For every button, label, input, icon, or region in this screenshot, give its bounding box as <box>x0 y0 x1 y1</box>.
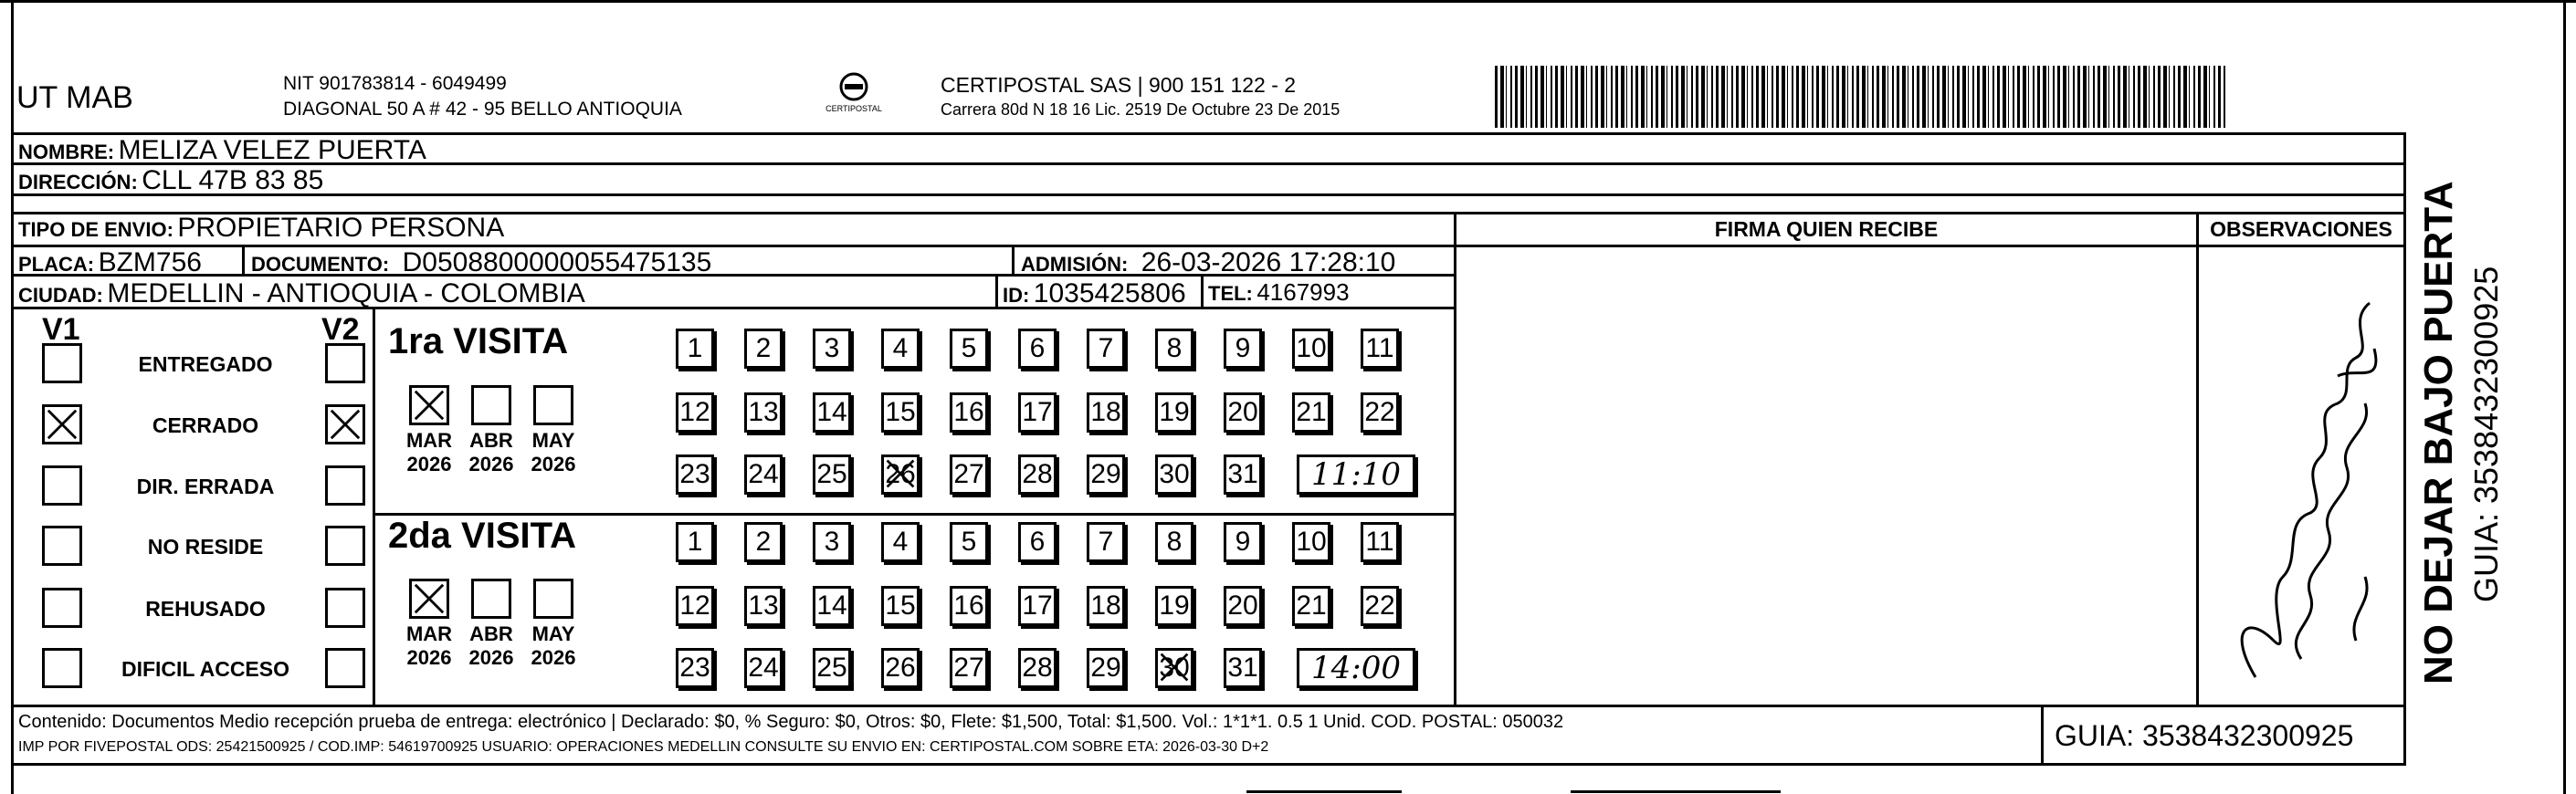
status-label: REHUSADO <box>145 597 266 621</box>
visit2-day-box[interactable] <box>1224 522 1262 562</box>
day-number: 17 <box>1022 397 1053 427</box>
certipostal-logo <box>817 71 890 117</box>
v2-checkbox[interactable] <box>325 588 365 628</box>
day-number: 11 <box>1365 527 1394 557</box>
visit1-day-box[interactable] <box>1155 392 1193 433</box>
day-number: 15 <box>885 590 916 621</box>
visit1-day-box[interactable] <box>950 392 988 433</box>
day-number: 28 <box>1022 459 1053 489</box>
visit2-month-checkbox[interactable] <box>533 579 573 619</box>
visit2-day-box[interactable] <box>1361 522 1399 562</box>
status-label: DIFICIL ACCESO <box>121 657 289 681</box>
day-number: 14 <box>816 397 847 427</box>
company-name: UT MAB <box>16 80 133 115</box>
visit1-time-field[interactable]: 11:10 <box>1297 454 1415 495</box>
visit1-month-checkbox[interactable] <box>409 385 449 425</box>
visit2-month-label <box>402 622 457 670</box>
visit1-day-box[interactable] <box>881 454 920 495</box>
visit1-day-box[interactable] <box>676 392 714 433</box>
month-year: 2026 <box>531 646 576 669</box>
day-number: 22 <box>1364 397 1395 427</box>
day-number: 8 <box>1166 527 1183 557</box>
day-number: 2 <box>755 527 772 557</box>
visit1-month-checkbox[interactable] <box>471 385 511 425</box>
visit1-day-box[interactable] <box>1224 329 1262 369</box>
day-number: 14 <box>816 590 847 621</box>
day-number: 25 <box>816 459 847 489</box>
visit2-day-box[interactable] <box>1155 522 1193 562</box>
visit1-day-box[interactable] <box>676 454 714 495</box>
placa-label: PLACA: <box>18 253 95 276</box>
month-name: MAY <box>531 429 575 452</box>
status-label: NO RESIDE <box>147 535 264 559</box>
direccion-label: DIRECCIÓN: <box>18 171 138 193</box>
day-number: 16 <box>953 397 984 427</box>
visit1-day-box[interactable] <box>744 392 783 433</box>
nombre-label: NOMBRE: <box>18 141 115 163</box>
visit2-day-box[interactable] <box>950 648 988 688</box>
carrier-name: CERTIPOSTAL SAS | 900 151 122 - 2 <box>941 73 1297 97</box>
day-number: 29 <box>1090 459 1121 489</box>
v1-label: V1 <box>42 312 80 347</box>
visit1-day-box[interactable] <box>813 392 851 433</box>
visit2-day-box[interactable] <box>881 586 920 626</box>
day-number: 9 <box>1235 333 1251 363</box>
documento-label: DOCUMENTO: <box>251 253 390 276</box>
id-label: ID: <box>1003 284 1030 307</box>
month-name: ABR <box>469 429 513 452</box>
day-number: 23 <box>679 653 710 683</box>
day-number: 30 <box>1159 459 1190 489</box>
day-number: 18 <box>1090 397 1121 427</box>
visit2-month-checkbox[interactable] <box>409 579 449 619</box>
month-year: 2026 <box>531 453 576 475</box>
id-value: 1035425806 <box>1033 278 1186 308</box>
visit2-day-box[interactable] <box>1087 522 1125 562</box>
v1-checkbox[interactable] <box>42 404 82 444</box>
day-number: 3 <box>824 527 840 557</box>
month-name: MAR <box>405 429 453 452</box>
visit1-month-label <box>464 429 519 476</box>
visit1-day-box[interactable] <box>1087 392 1125 433</box>
visit1-day-box[interactable] <box>1224 454 1262 495</box>
visit2-day-box[interactable] <box>1155 586 1193 626</box>
visit2-day-box[interactable] <box>1292 522 1330 562</box>
visit2-day-box[interactable] <box>813 586 851 626</box>
day-number: 10 <box>1296 333 1327 363</box>
visit2-day-box[interactable] <box>813 522 851 562</box>
visit2-day-box[interactable] <box>744 522 783 562</box>
visit2-day-box[interactable] <box>1224 648 1262 688</box>
day-number: 2 <box>755 333 772 363</box>
visit2-day-box[interactable] <box>881 522 920 562</box>
day-number: 28 <box>1022 653 1053 683</box>
day-number: 20 <box>1227 397 1258 427</box>
recipient-name: MELIZA VELEZ PUERTA <box>118 135 426 165</box>
visit1-day-box[interactable] <box>881 329 920 369</box>
month-name: MAR <box>405 622 453 645</box>
visit1-title: 1ra VISITA <box>388 321 569 361</box>
placa-value: BZM756 <box>98 247 202 277</box>
day-number: 18 <box>1090 590 1121 621</box>
day-number: 8 <box>1166 333 1183 363</box>
day-number: 11 <box>1365 333 1394 363</box>
visit2-day-box[interactable] <box>1087 648 1125 688</box>
month-year: 2026 <box>406 453 452 475</box>
day-number: 12 <box>679 590 710 621</box>
day-number: 20 <box>1227 590 1258 621</box>
tipo-envio: PROPIETARIO PERSONA <box>177 213 505 243</box>
visit1-month-label <box>402 429 457 476</box>
day-number: 27 <box>953 459 984 489</box>
day-number: 7 <box>1098 527 1114 557</box>
visit1-day-box[interactable] <box>1292 329 1330 369</box>
visit1-day-box[interactable] <box>950 329 988 369</box>
visit2-day-box[interactable] <box>881 648 920 688</box>
visit2-time-field[interactable]: 14:00 <box>1297 648 1415 688</box>
v1-checkbox[interactable] <box>42 343 82 383</box>
visit1-day-box[interactable] <box>1018 329 1057 369</box>
day-number: 10 <box>1296 527 1327 557</box>
visit1-day-box[interactable] <box>1155 454 1193 495</box>
visit2-day-box[interactable] <box>1155 648 1193 688</box>
day-number: 21 <box>1296 590 1327 621</box>
v2-checkbox[interactable] <box>325 648 365 688</box>
v1-checkbox[interactable] <box>42 648 82 688</box>
tel-value: 4167993 <box>1256 278 1350 306</box>
visit2-day-box[interactable] <box>1224 586 1262 626</box>
recipient-address: CLL 47B 83 85 <box>142 165 324 195</box>
day-number: 7 <box>1098 333 1114 363</box>
visit2-day-box[interactable] <box>1087 586 1125 626</box>
visit2-month-checkbox[interactable] <box>471 579 511 619</box>
day-number: 29 <box>1090 653 1121 683</box>
status-label: CERRADO <box>152 413 259 437</box>
day-number: 24 <box>748 459 779 489</box>
visit2-month-label <box>464 622 519 670</box>
day-number: 25 <box>816 653 847 683</box>
visit2-day-box[interactable] <box>1292 586 1330 626</box>
day-number: 24 <box>748 653 779 683</box>
visit2-title: 2da VISITA <box>388 516 576 556</box>
visit2-day-box[interactable] <box>1361 586 1399 626</box>
visit1-day-box[interactable] <box>744 454 783 495</box>
day-number: 22 <box>1364 590 1395 621</box>
visit2-day-box[interactable] <box>813 648 851 688</box>
day-number: 5 <box>961 333 977 363</box>
day-number: 5 <box>961 527 977 557</box>
v1-checkbox[interactable] <box>42 588 82 628</box>
visit1-day-box[interactable] <box>813 454 851 495</box>
company-address: DIAGONAL 50 A # 42 - 95 BELLO ANTIOQUIA <box>283 99 682 120</box>
visit2-day-box[interactable] <box>676 648 714 688</box>
month-year: 2026 <box>406 646 452 669</box>
footer-print-info: IMP POR FIVEPOSTAL ODS: 25421500925 / COD.IMP: 54619700925 USUARIO: OPERACIONES MEDELLIN CONSULTE SU ENVIO EN: CERTIPOSTAL.COM SOBRE ETA: 2026-03-30 D+2 <box>18 739 1269 755</box>
side-warning: NO DEJAR BAJO PUERTA <box>2416 181 2461 684</box>
day-number: 4 <box>892 333 909 363</box>
firma-header: FIRMA QUIEN RECIBE <box>1714 217 1939 241</box>
v2-label: V2 <box>321 312 360 347</box>
observaciones-signature <box>2201 248 2402 703</box>
visit2-day-box[interactable] <box>1018 586 1057 626</box>
visit1-day-box[interactable] <box>1087 454 1125 495</box>
ciudad-value: MEDELLIN - ANTIOQUIA - COLOMBIA <box>107 278 585 308</box>
visit2-month-label <box>526 622 581 670</box>
status-label: DIR. ERRADA <box>136 475 275 498</box>
day-number: 27 <box>953 653 984 683</box>
visit1-day-box[interactable] <box>1155 329 1193 369</box>
visit1-day-box[interactable] <box>1361 329 1399 369</box>
side-guia: GUIA: 3538432300925 <box>2467 266 2505 602</box>
firma-area <box>1457 248 2195 703</box>
tipo-envio-label: TIPO DE ENVIO: <box>18 218 173 241</box>
visit1-day-box[interactable] <box>1292 392 1330 433</box>
visit1-day-box[interactable] <box>950 454 988 495</box>
footer-content: Contenido: Documentos Medio recepción prueba de entrega: electrónico | Declarado: $0, % Seguro: $0, Otros: $0, Flete: $1,500, Total: $1,500. Vol.: 1*1*1. 0.5 1 Unid. COD. POSTAL: 050032 <box>18 712 1564 732</box>
nit-text: NIT 901783814 - 6049499 <box>283 73 507 94</box>
day-number: 19 <box>1159 590 1190 621</box>
day-number: 31 <box>1227 653 1258 683</box>
month-year: 2026 <box>468 646 514 669</box>
v2-checkbox[interactable] <box>325 465 365 506</box>
visit1-day-box[interactable] <box>1087 329 1125 369</box>
day-number: 1 <box>687 527 703 557</box>
visit2-day-box[interactable] <box>1018 522 1057 562</box>
day-number: 9 <box>1235 527 1251 557</box>
visit2-day-box[interactable] <box>1018 648 1057 688</box>
day-number: 6 <box>1029 333 1046 363</box>
visit2-day-box[interactable] <box>950 522 988 562</box>
visit1-day-box[interactable] <box>744 329 783 369</box>
visit2-day-box[interactable] <box>744 586 783 626</box>
day-number: 26 <box>885 653 916 683</box>
day-number: 15 <box>885 397 916 427</box>
tel-label: TEL: <box>1208 282 1253 305</box>
day-number: 3 <box>824 333 840 363</box>
day-number: 31 <box>1227 459 1258 489</box>
visit1-day-box[interactable] <box>1018 454 1057 495</box>
day-number: 30 <box>1159 653 1190 683</box>
month-name: ABR <box>469 622 513 645</box>
day-number: 21 <box>1296 397 1327 427</box>
status-label: ENTREGADO <box>138 352 273 376</box>
day-number: 6 <box>1029 527 1046 557</box>
v2-checkbox[interactable] <box>325 343 365 383</box>
day-number: 13 <box>748 590 779 621</box>
visit2-day-box[interactable] <box>950 586 988 626</box>
visit2-day-box[interactable] <box>676 586 714 626</box>
visit1-day-box[interactable] <box>676 329 714 369</box>
ciudad-label: CIUDAD: <box>18 284 103 307</box>
v2-checkbox[interactable] <box>325 526 365 566</box>
documento-value: D0508800000055475135 <box>402 247 712 277</box>
v2-checkbox[interactable] <box>325 404 365 444</box>
month-name: MAY <box>531 622 575 645</box>
v1-checkbox[interactable] <box>42 526 82 566</box>
carrier-license: Carrera 80d N 18 16 Lic. 2519 De Octubre 23 De 2015 <box>941 100 1341 119</box>
visit1-day-box[interactable] <box>1361 392 1399 433</box>
day-number: 23 <box>679 459 710 489</box>
admision-label: ADMISIÓN: <box>1021 253 1129 276</box>
barcode <box>1495 66 2225 128</box>
day-number: 26 <box>885 459 916 489</box>
visit2-day-box[interactable] <box>676 522 714 562</box>
day-number: 17 <box>1022 590 1053 621</box>
visit1-day-box[interactable] <box>813 329 851 369</box>
v1-checkbox[interactable] <box>42 465 82 506</box>
day-number: 12 <box>679 397 710 427</box>
day-number: 13 <box>748 397 779 427</box>
day-number: 4 <box>892 527 909 557</box>
visit2-day-box[interactable] <box>744 648 783 688</box>
visit1-day-box[interactable] <box>1018 392 1057 433</box>
month-year: 2026 <box>468 453 514 475</box>
visit1-month-checkbox[interactable] <box>533 385 573 425</box>
footer-guia: GUIA: 3538432300925 <box>2055 719 2354 752</box>
visit1-month-label <box>526 429 581 476</box>
admision-value: 26-03-2026 17:28:10 <box>1141 247 1396 277</box>
observaciones-header: OBSERVACIONES <box>2210 217 2392 241</box>
visit1-day-box[interactable] <box>881 392 920 433</box>
logo-text: CERTIPOSTAL <box>825 104 882 113</box>
visit1-day-box[interactable] <box>1224 392 1262 433</box>
day-number: 16 <box>953 590 984 621</box>
day-number: 1 <box>687 333 703 363</box>
day-number: 19 <box>1159 397 1190 427</box>
